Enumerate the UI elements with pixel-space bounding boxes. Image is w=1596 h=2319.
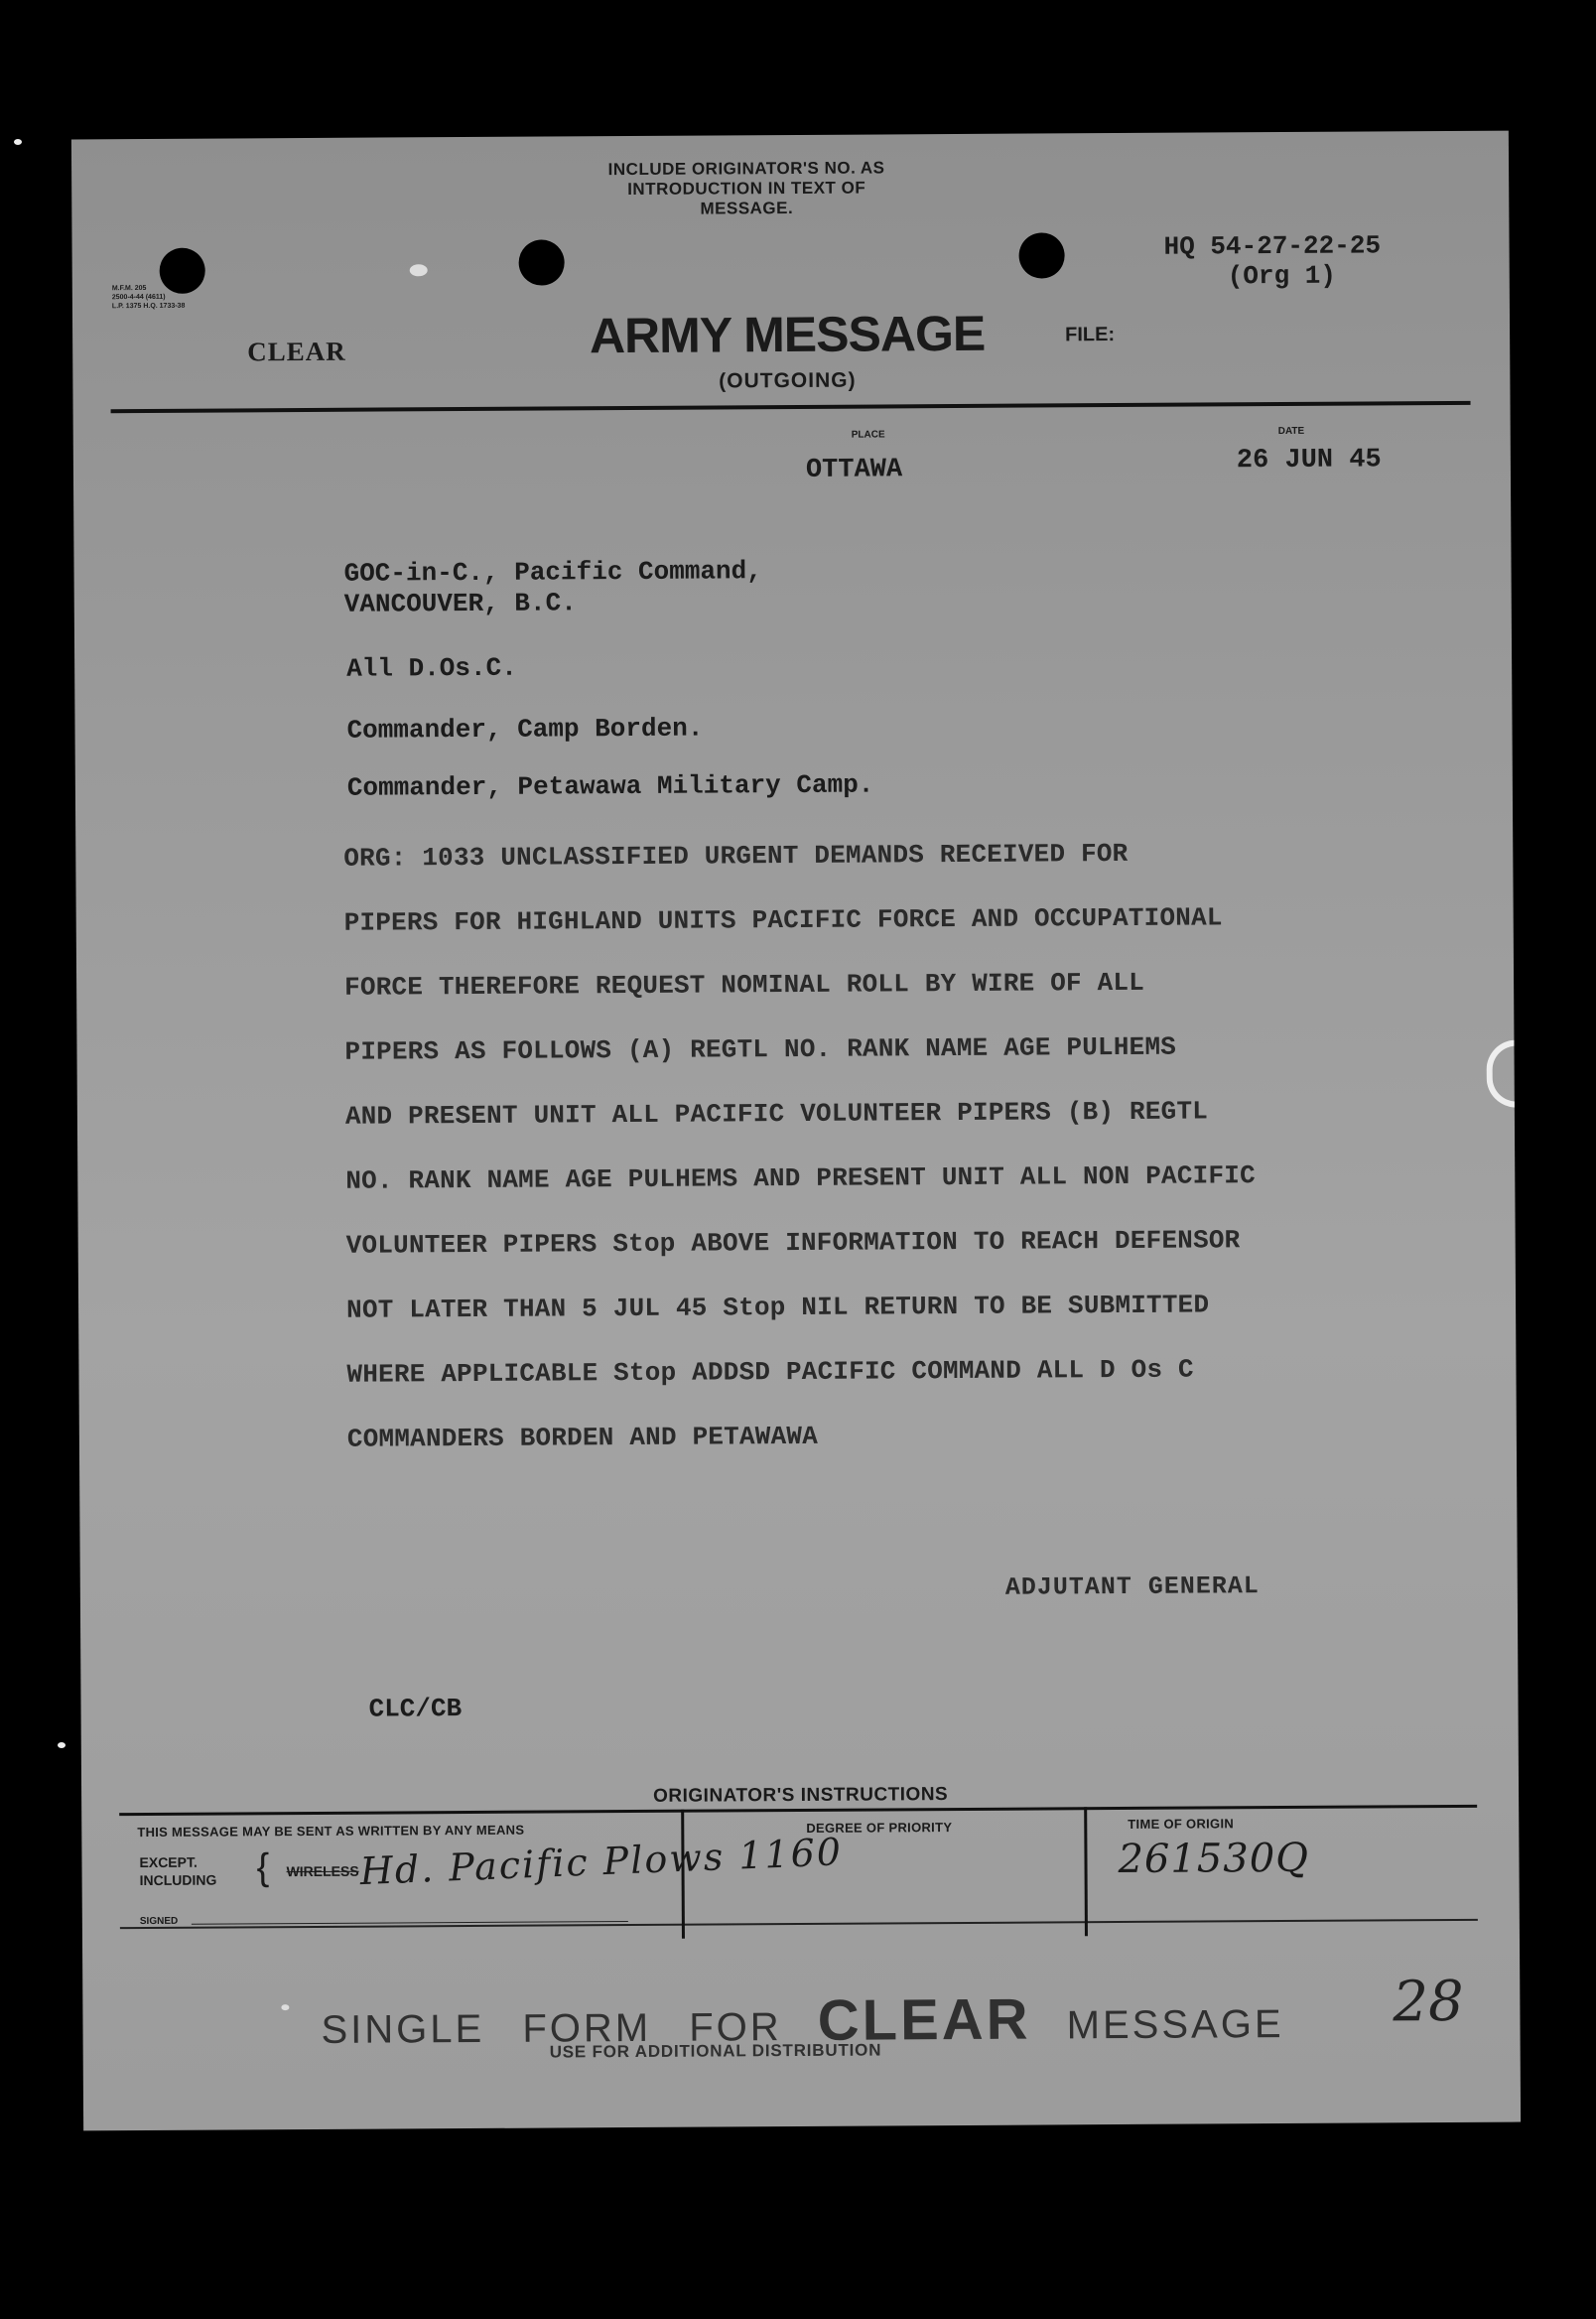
signature-block: ADJUTANT GENERAL <box>1004 1571 1260 1602</box>
header-rule <box>111 401 1471 413</box>
form-title: ARMY MESSAGE <box>589 305 986 364</box>
message-line: FORCE THEREFORE REQUEST NOMINAL ROLL BY WIRE OF ALL <box>344 967 1145 1003</box>
form-code: L.P. 1375 H.Q. 1733-38 <box>111 302 186 311</box>
message-line: PIPERS FOR HIGHLAND UNITS PACIFIC FORCE AND OCCUPATIONAL <box>343 902 1223 938</box>
form-code: M.F.M. 205 <box>111 284 147 293</box>
signed-label: SIGNED <box>139 1915 179 1928</box>
priority-label: DEGREE OF PRIORITY <box>806 1820 953 1836</box>
send-label: THIS MESSAGE MAY BE SENT AS WRITTEN BY ANY MEANS <box>137 1822 525 1841</box>
handwritten-note: Hd. Pacific Plows 1160 <box>358 1830 844 1894</box>
footer-word: FOR <box>689 2005 782 2050</box>
footer-word: MESSAGE <box>1066 2002 1284 2048</box>
date-label: DATE <box>1277 425 1305 438</box>
originator-note <box>538 158 955 220</box>
footer-subline: USE FOR ADDITIONAL DISTRIBUTION <box>549 2040 882 2062</box>
addressee-2: All D.Os.C. <box>346 652 517 684</box>
message-form <box>71 131 1521 2131</box>
addressee-line: GOC-in-C., Pacific Command, <box>343 556 762 589</box>
form-subtitle: (OUTGOING) <box>719 368 857 393</box>
except-label: EXCEPT. <box>139 1853 198 1871</box>
paper-speck <box>410 264 428 276</box>
place-value: OTTAWA <box>805 455 903 485</box>
footer-clear: CLEAR <box>817 1986 1031 2053</box>
time-of-origin-label: TIME OF ORIGIN <box>1128 1816 1235 1832</box>
originator-note-line: INTRODUCTION IN TEXT OF <box>627 178 866 200</box>
file-label: FILE: <box>1065 324 1116 346</box>
footer-word: SINGLE <box>321 2006 485 2052</box>
message-body <box>343 820 1459 1472</box>
border-speck <box>14 139 22 145</box>
originator-note-line: INCLUDE ORIGINATOR'S NO. AS <box>607 158 885 180</box>
including-label: INCLUDING <box>139 1871 217 1889</box>
reference-initials: CLC/CB <box>368 1694 463 1724</box>
message-line: VOLUNTEER PIPERS Stop ABOVE INFORMATION TO REACH DEFENSOR <box>345 1225 1241 1261</box>
classification-label: CLEAR <box>247 336 346 367</box>
addressee-1 <box>343 556 762 620</box>
originator-note-line: MESSAGE. <box>700 198 794 218</box>
page-number: 28 <box>1393 1969 1464 2035</box>
addressee-3: Commander, Camp Borden. <box>346 713 704 746</box>
addressee-line: VANCOUVER, B.C. <box>343 588 577 619</box>
paper-speck <box>281 2004 289 2010</box>
message-line: NO. RANK NAME AGE PULHEMS AND PRESENT UNIT ALL NON PACIFIC <box>345 1160 1256 1196</box>
message-line: NOT LATER THAN 5 JUL 45 Stop NIL RETURN TO BE SUBMITTED <box>346 1290 1210 1325</box>
date-value: 26 JUN 45 <box>1236 445 1382 477</box>
border-speck <box>58 1742 66 1748</box>
form-code: 2500-4-44 (4611) <box>111 293 166 302</box>
punch-hole-right <box>1018 232 1064 278</box>
message-line: WHERE APPLICABLE Stop ADDSD PACIFIC COMMAND ALL D Os C <box>346 1354 1194 1390</box>
form-codes <box>112 284 186 311</box>
time-of-origin-value: 261530Q <box>1118 1835 1310 1883</box>
footer-word: FORM <box>522 2005 652 2051</box>
originator-instructions-title: ORIGINATOR'S INSTRUCTIONS <box>653 1784 949 1807</box>
brace-glyph: { <box>256 1846 270 1889</box>
margin-mark <box>1486 1039 1521 1107</box>
message-line: ORG: 1033 UNCLASSIFIED URGENT DEMANDS RECEIVED FOR <box>343 838 1129 874</box>
message-line: AND PRESENT UNIT ALL PACIFIC VOLUNTEER PIPERS (B) REGTL <box>344 1096 1209 1132</box>
wireless-label: WIRELESS <box>286 1862 359 1880</box>
org-reference: (Org 1) <box>1227 260 1337 292</box>
punch-hole-middle <box>519 239 565 285</box>
addressee-4: Commander, Petawawa Military Camp. <box>346 769 874 803</box>
message-line: PIPERS AS FOLLOWS (A) REGTL NO. RANK NAME AGE PULHEMS <box>344 1031 1177 1067</box>
hq-reference-block <box>1163 230 1381 291</box>
hq-reference: HQ 54-27-22-25 <box>1163 230 1382 262</box>
place-label: PLACE <box>851 429 885 441</box>
message-line: COMMANDERS BORDEN AND PETAWAWA <box>346 1421 819 1454</box>
